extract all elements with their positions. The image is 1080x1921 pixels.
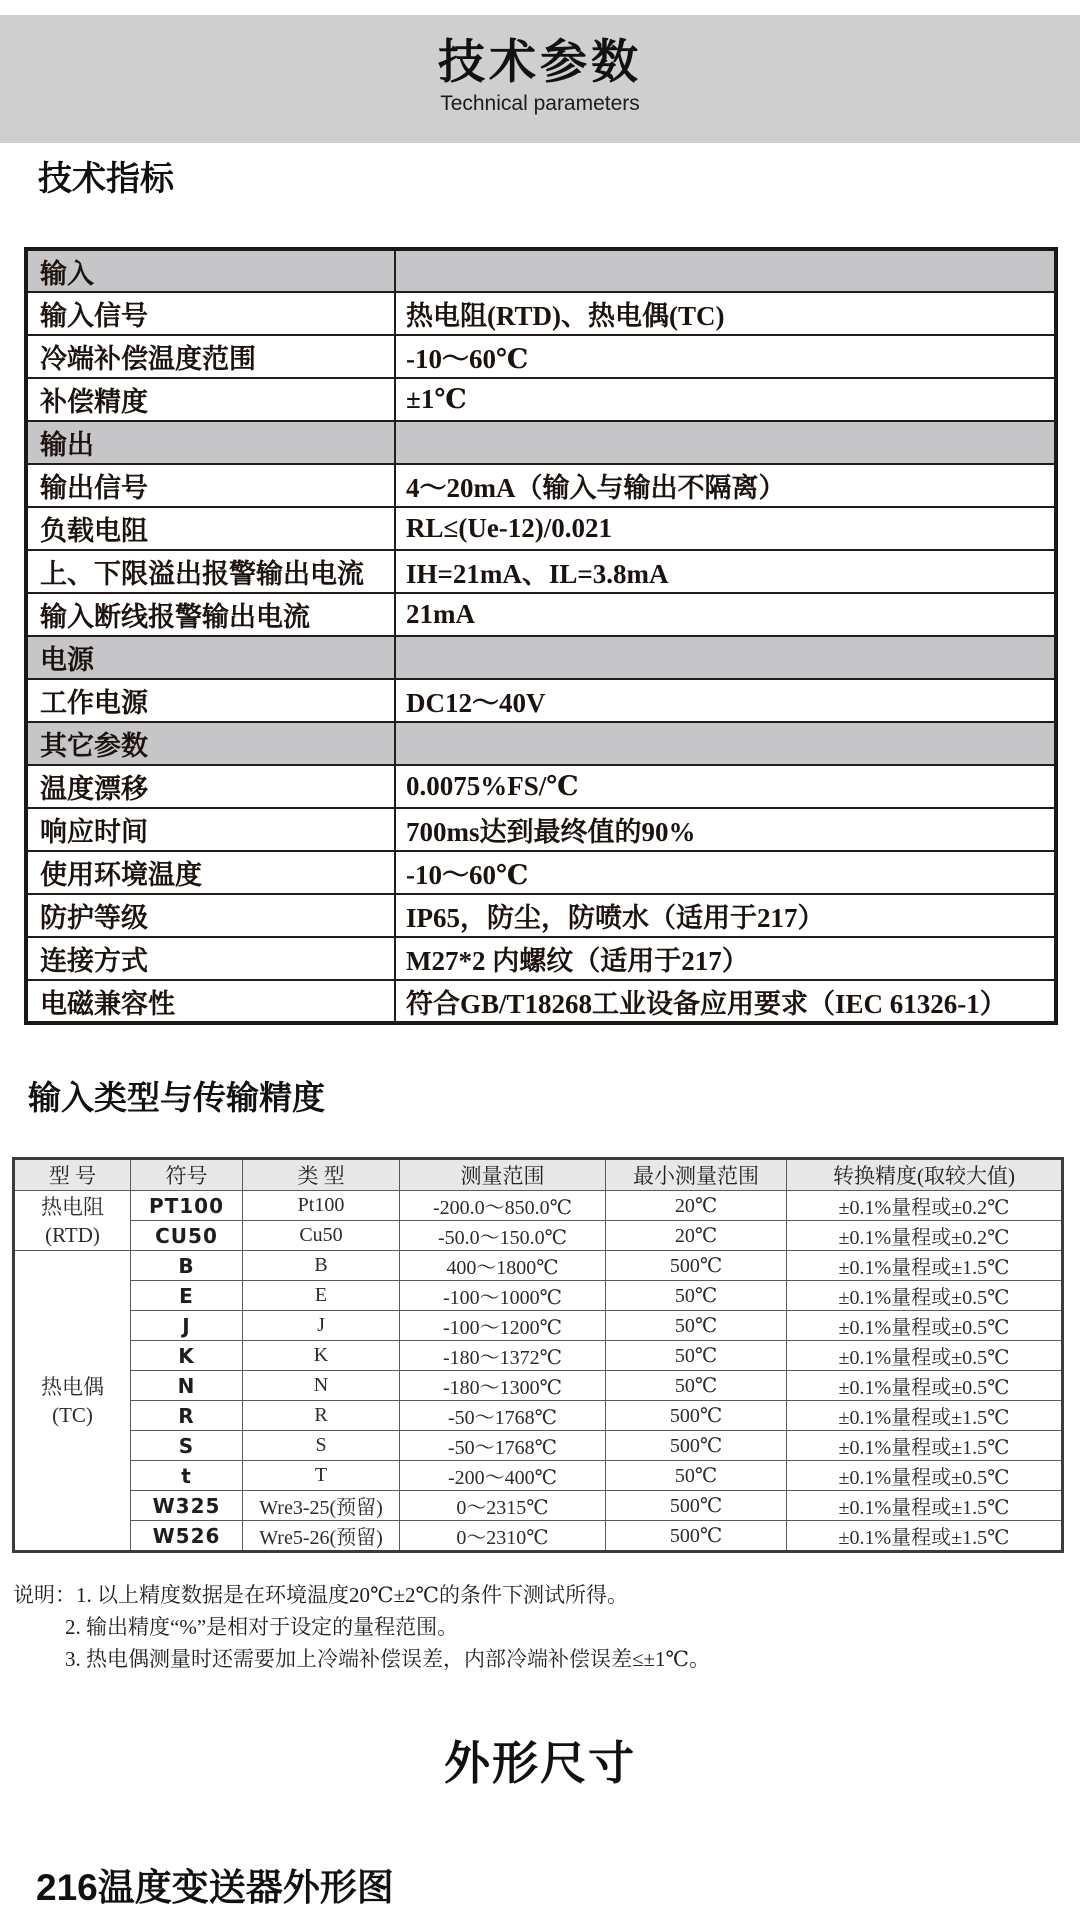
spec-label: 其它参数 xyxy=(26,722,395,765)
io-min-range-cell: 500℃ xyxy=(606,1401,787,1431)
io-row xyxy=(14,1371,1063,1401)
io-model-cell xyxy=(14,1251,131,1552)
io-range-cell: -200～400℃ xyxy=(400,1461,606,1491)
spec-label: 温度漂移 xyxy=(26,765,395,808)
spec-section-row xyxy=(26,722,1056,765)
io-header-row xyxy=(14,1159,1063,1191)
spec-label: 负载电阻 xyxy=(26,507,395,550)
spec-label: 上、下限溢出报警输出电流 xyxy=(26,550,395,593)
io-symbol-cell: PT100 xyxy=(131,1191,243,1221)
io-symbol-cell: R xyxy=(131,1401,243,1431)
io-type-cell: Wre3-25(预留) xyxy=(243,1491,400,1521)
spec-value xyxy=(395,722,1056,765)
spec-value: -10～60℃ xyxy=(395,851,1056,894)
io-row xyxy=(14,1341,1063,1371)
spec-label: 输出信号 xyxy=(26,464,395,507)
spec-label: 输入信号 xyxy=(26,292,395,335)
io-table-header xyxy=(14,1159,1063,1191)
io-accuracy-cell: ±0.1%量程或±0.5℃ xyxy=(787,1461,1063,1491)
io-type-cell: E xyxy=(243,1281,400,1311)
spec-row xyxy=(26,550,1056,593)
spec-value: ±1℃ xyxy=(395,378,1056,421)
io-range-cell: -180～1372℃ xyxy=(400,1341,606,1371)
io-range-cell: -100～1200℃ xyxy=(400,1311,606,1341)
io-min-range-cell: 50℃ xyxy=(606,1461,787,1491)
io-accuracy-cell: ±0.1%量程或±1.5℃ xyxy=(787,1491,1063,1521)
io-min-range-cell: 50℃ xyxy=(606,1311,787,1341)
spec-value: -10～60℃ xyxy=(395,335,1056,378)
spec-row xyxy=(26,464,1056,507)
io-column-header: 转换精度(取较大值) xyxy=(787,1159,1063,1191)
spec-label: 工作电源 xyxy=(26,679,395,722)
io-range-cell: 0～2315℃ xyxy=(400,1491,606,1521)
spec-row xyxy=(26,593,1056,636)
spec-value: IP65，防尘，防喷水（适用于217） xyxy=(395,894,1056,937)
io-row xyxy=(14,1311,1063,1341)
spec-value: 21mA xyxy=(395,593,1056,636)
io-accuracy-table xyxy=(12,1157,1064,1553)
spec-label: 电源 xyxy=(26,636,395,679)
io-symbol-cell: B xyxy=(131,1251,243,1281)
spec-label: 输入 xyxy=(26,249,395,292)
spec-row xyxy=(26,378,1056,421)
io-symbol-cell: J xyxy=(131,1311,243,1341)
io-type-cell: R xyxy=(243,1401,400,1431)
io-range-cell: 400～1800℃ xyxy=(400,1251,606,1281)
note-line xyxy=(13,1611,1080,1643)
io-symbol-cell: CU50 xyxy=(131,1221,243,1251)
io-row xyxy=(14,1521,1063,1552)
io-type-cell: J xyxy=(243,1311,400,1341)
io-type-cell: N xyxy=(243,1371,400,1401)
spec-label: 冷端补偿温度范围 xyxy=(26,335,395,378)
io-table-body xyxy=(14,1191,1063,1552)
io-range-cell: -50～1768℃ xyxy=(400,1431,606,1461)
spec-label: 电磁兼容性 xyxy=(26,980,395,1023)
spec-value: DC12～40V xyxy=(395,679,1056,722)
io-min-range-cell: 20℃ xyxy=(606,1221,787,1251)
io-symbol-cell: t xyxy=(131,1461,243,1491)
io-accuracy-cell: ±0.1%量程或±1.5℃ xyxy=(787,1521,1063,1552)
spec-row xyxy=(26,894,1056,937)
io-model-line: (RTD) xyxy=(45,1222,100,1247)
spec-label: 连接方式 xyxy=(26,937,395,980)
section-heading-input-types: 输入类型与传输精度 xyxy=(28,1079,325,1116)
spec-row xyxy=(26,851,1056,894)
io-row xyxy=(14,1461,1063,1491)
io-accuracy-cell: ±0.1%量程或±0.5℃ xyxy=(787,1341,1063,1371)
spec-row xyxy=(26,765,1056,808)
io-min-range-cell: 50℃ xyxy=(606,1281,787,1311)
spec-label: 使用环境温度 xyxy=(26,851,395,894)
io-row xyxy=(14,1281,1063,1311)
io-range-cell: -50～1768℃ xyxy=(400,1401,606,1431)
io-row xyxy=(14,1221,1063,1251)
note-text: 3. 热电偶测量时还需要加上冷端补偿误差，内部冷端补偿误差≤±1℃。 xyxy=(65,1647,711,1671)
section-heading-outline-dimensions: 外形尺寸 xyxy=(444,1737,636,1789)
spec-value: 热电阻(RTD)、热电偶(TC) xyxy=(395,292,1056,335)
io-type-cell: B xyxy=(243,1251,400,1281)
io-model-line: (TC) xyxy=(52,1402,93,1427)
io-column-header: 测量范围 xyxy=(400,1159,606,1191)
io-accuracy-cell: ±0.1%量程或±1.5℃ xyxy=(787,1401,1063,1431)
io-accuracy-cell: ±0.1%量程或±0.2℃ xyxy=(787,1191,1063,1221)
io-type-cell: Pt100 xyxy=(243,1191,400,1221)
io-symbol-cell: K xyxy=(131,1341,243,1371)
spec-label: 补偿精度 xyxy=(26,378,395,421)
io-range-cell: -100～1000℃ xyxy=(400,1281,606,1311)
spec-section-row xyxy=(26,249,1056,292)
io-accuracy-cell: ±0.1%量程或±0.5℃ xyxy=(787,1371,1063,1401)
spec-row xyxy=(26,335,1056,378)
spec-value: RL≤(Ue-12)/0.021 xyxy=(395,507,1056,550)
io-accuracy-cell: ±0.1%量程或±1.5℃ xyxy=(787,1251,1063,1281)
spec-table xyxy=(24,247,1058,1025)
note-line xyxy=(13,1579,1080,1611)
page-title: 技术参数 xyxy=(438,35,642,88)
io-model-cell xyxy=(14,1191,131,1251)
io-column-header: 符号 xyxy=(131,1159,243,1191)
io-min-range-cell: 500℃ xyxy=(606,1251,787,1281)
note-text: 1. 以上精度数据是在环境温度20℃±2℃的条件下测试所得。 xyxy=(76,1583,629,1607)
io-symbol-cell: N xyxy=(131,1371,243,1401)
io-accuracy-cell: ±0.1%量程或±0.5℃ xyxy=(787,1281,1063,1311)
io-min-range-cell: 500℃ xyxy=(606,1491,787,1521)
spec-row xyxy=(26,980,1056,1023)
technical-parameters-banner xyxy=(0,15,1080,143)
io-min-range-cell: 20℃ xyxy=(606,1191,787,1221)
spec-row xyxy=(26,937,1056,980)
io-column-header: 最小测量范围 xyxy=(606,1159,787,1191)
spec-label: 防护等级 xyxy=(26,894,395,937)
io-range-cell: -200.0～850.0℃ xyxy=(400,1191,606,1221)
spec-value xyxy=(395,421,1056,464)
spec-row xyxy=(26,679,1056,722)
io-range-cell: -50.0～150.0℃ xyxy=(400,1221,606,1251)
io-min-range-cell: 50℃ xyxy=(606,1341,787,1371)
spec-value: 700ms达到最终值的90% xyxy=(395,808,1056,851)
notes-prefix: 说明： xyxy=(13,1583,76,1607)
spec-value: M27*2 内螺纹（适用于217） xyxy=(395,937,1056,980)
io-type-cell: T xyxy=(243,1461,400,1491)
note-line xyxy=(13,1643,1080,1675)
io-type-cell: Wre5-26(预留) xyxy=(243,1521,400,1552)
io-model-line: 热电阻 xyxy=(41,1194,104,1219)
spec-value: 4～20mA（输入与输出不隔离） xyxy=(395,464,1056,507)
io-min-range-cell: 500℃ xyxy=(606,1431,787,1461)
io-model-line: 热电偶 xyxy=(41,1374,104,1399)
io-row xyxy=(14,1191,1063,1221)
io-symbol-cell: W325 xyxy=(131,1491,243,1521)
io-symbol-cell: E xyxy=(131,1281,243,1311)
io-type-cell: S xyxy=(243,1431,400,1461)
spec-value: 符合GB/T18268工业设备应用要求（IEC 61326-1） xyxy=(395,980,1056,1023)
spec-label: 输入断线报警输出电流 xyxy=(26,593,395,636)
io-row xyxy=(14,1401,1063,1431)
spec-section-row xyxy=(26,636,1056,679)
spec-value: 0.0075%FS/℃ xyxy=(395,765,1056,808)
io-accuracy-cell: ±0.1%量程或±0.2℃ xyxy=(787,1221,1063,1251)
section-heading-216-outline: 216温度变送器外形图 xyxy=(36,1867,394,1908)
spec-label: 响应时间 xyxy=(26,808,395,851)
spec-row xyxy=(26,808,1056,851)
io-min-range-cell: 50℃ xyxy=(606,1371,787,1401)
io-symbol-cell: S xyxy=(131,1431,243,1461)
io-type-cell: K xyxy=(243,1341,400,1371)
io-range-cell: 0～2310℃ xyxy=(400,1521,606,1552)
spec-row xyxy=(26,507,1056,550)
page-subtitle: Technical parameters xyxy=(440,92,640,115)
note-text: 2. 输出精度“%”是相对于设定的量程范围。 xyxy=(65,1615,459,1639)
io-accuracy-cell: ±0.1%量程或±0.5℃ xyxy=(787,1311,1063,1341)
spec-value: IH=21mA、IL=3.8mA xyxy=(395,550,1056,593)
io-min-range-cell: 500℃ xyxy=(606,1521,787,1552)
spec-value xyxy=(395,636,1056,679)
io-symbol-cell: W526 xyxy=(131,1521,243,1552)
notes-block xyxy=(13,1579,1080,1675)
io-column-header: 型 号 xyxy=(14,1159,131,1191)
spec-row xyxy=(26,292,1056,335)
io-column-header: 类 型 xyxy=(243,1159,400,1191)
io-type-cell: Cu50 xyxy=(243,1221,400,1251)
io-row xyxy=(14,1431,1063,1461)
io-row xyxy=(14,1251,1063,1281)
spec-table-body xyxy=(26,249,1056,1023)
spec-value xyxy=(395,249,1056,292)
io-range-cell: -180～1300℃ xyxy=(400,1371,606,1401)
io-accuracy-cell: ±0.1%量程或±1.5℃ xyxy=(787,1431,1063,1461)
spec-label: 输出 xyxy=(26,421,395,464)
section-heading-technical-indicators: 技术指标 xyxy=(38,160,174,198)
spec-section-row xyxy=(26,421,1056,464)
io-row xyxy=(14,1491,1063,1521)
